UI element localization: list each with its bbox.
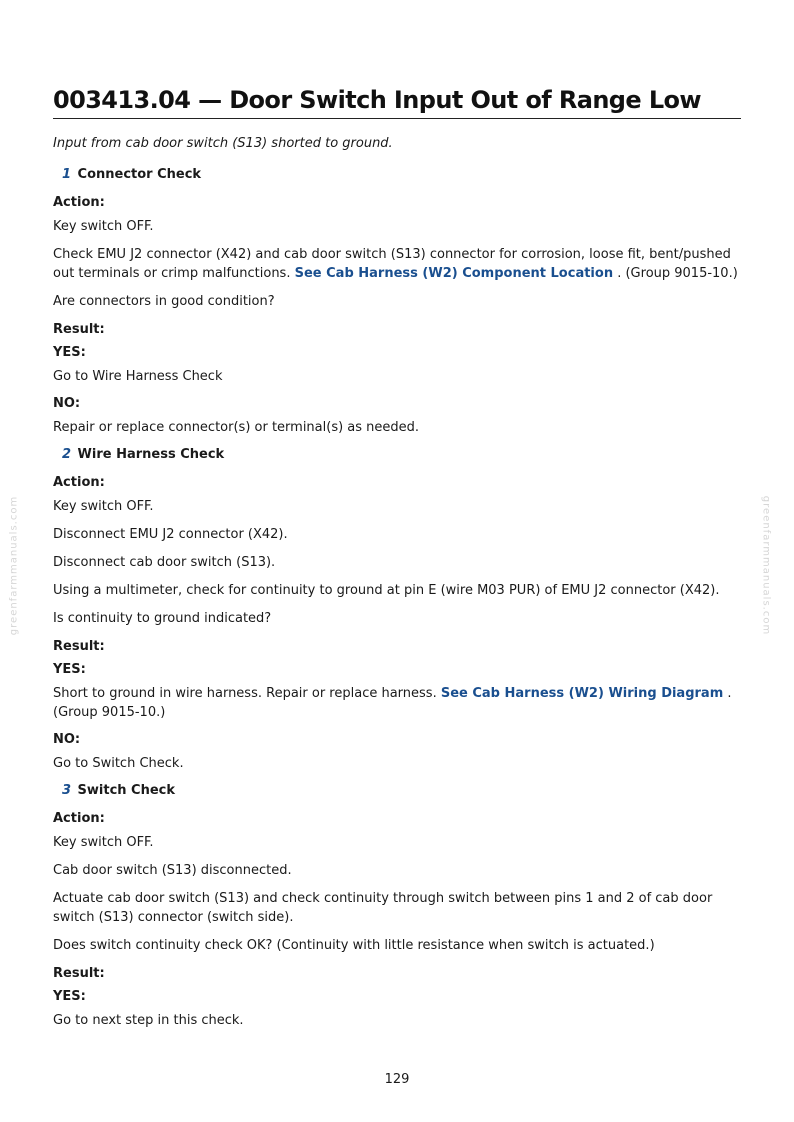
no-label: NO: — [53, 396, 81, 411]
action-question: Does switch continuity check OK? (Continuity with little resistance when switch is actuated.) — [53, 938, 655, 953]
step-number: 3 — [61, 783, 71, 798]
action-line: Disconnect EMU J2 connector (X42). — [53, 527, 288, 542]
action-line: Key switch OFF. — [53, 219, 154, 234]
no-text: Go to Switch Check. — [53, 756, 184, 771]
step-heading — [53, 782, 741, 800]
yes-label: YES: — [53, 662, 86, 677]
action-line: Cab door switch (S13) disconnected. — [53, 863, 292, 878]
action-question: Are connectors in good condition? — [53, 294, 275, 309]
page-number: 129 — [384, 1072, 410, 1087]
yes-text: Go to next step in this check. — [53, 1013, 244, 1028]
step-heading — [53, 166, 741, 184]
result-label: Result: — [53, 322, 105, 337]
action-line: Disconnect cab door switch (S13). — [53, 555, 276, 570]
step-heading — [53, 446, 741, 464]
action-text-suffix: . (Group 9015-10.) — [617, 266, 738, 281]
page-content — [53, 86, 741, 1030]
step-number: 2 — [61, 447, 71, 462]
action-label: Action: — [53, 195, 105, 210]
watermark-left: greenfarmmanuals.com — [8, 495, 20, 636]
step-title: Connector Check — [77, 167, 202, 182]
yes-label: YES: — [53, 989, 86, 1004]
action-label: Action: — [53, 475, 105, 490]
no-text: Repair or replace connector(s) or terminal(s) as needed. — [53, 420, 420, 435]
step-3 — [53, 782, 741, 1030]
step-title: Switch Check — [77, 783, 176, 798]
action-text: Check EMU J2 connector (X42) and cab door switch (S13) connector for corrosion, loose fit, bent/pushed out terminals or crimp malfunctions. — [53, 247, 731, 281]
step-title: Wire Harness Check — [77, 447, 225, 462]
action-line: Actuate cab door switch (S13) and check continuity through switch between pins 1 and 2 of cab door switch (S13) connector (switch side). — [53, 891, 713, 925]
page-title: 003413.04 — Door Switch Input Out of Range Low — [53, 86, 741, 119]
action-label: Action: — [53, 811, 105, 826]
yes-text: Go to Wire Harness Check — [53, 369, 223, 384]
result-label: Result: — [53, 639, 105, 654]
cross-reference-link[interactable]: See Cab Harness (W2) Wiring Diagram — [440, 686, 724, 701]
action-line: Using a multimeter, check for continuity to ground at pin E (wire M03 PUR) of EMU J2 connector (X42). — [53, 583, 720, 598]
no-label: NO: — [53, 732, 81, 747]
yes-label: YES: — [53, 345, 86, 360]
action-line — [53, 245, 741, 283]
watermark-right: greenfarmmanuals.com — [760, 495, 772, 636]
action-question: Is continuity to ground indicated? — [53, 611, 272, 626]
step-2 — [53, 446, 741, 773]
cross-reference-link[interactable]: See Cab Harness (W2) Component Location — [294, 266, 614, 281]
intro-text: Input from cab door switch (S13) shorted to ground. — [53, 136, 393, 151]
step-1 — [53, 166, 741, 437]
yes-text-suffix: . (Group 9015-10.) — [53, 686, 732, 720]
action-line: Key switch OFF. — [53, 499, 154, 514]
result-label: Result: — [53, 966, 105, 981]
yes-text — [53, 684, 741, 722]
action-line: Key switch OFF. — [53, 835, 154, 850]
yes-text-prefix: Short to ground in wire harness. Repair or replace harness. — [53, 686, 437, 701]
step-number: 1 — [61, 167, 71, 182]
